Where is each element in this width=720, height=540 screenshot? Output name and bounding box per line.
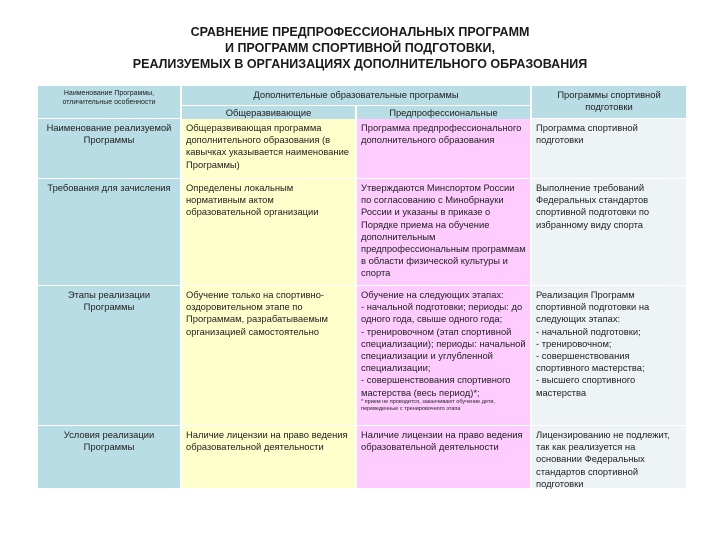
cell-text: Программа предпрофессионального дополнительного образования bbox=[361, 122, 522, 146]
cell-text: Наличие лицензии на право ведения образовательной деятельности bbox=[186, 429, 348, 453]
cell-text: Наличие лицензии на право ведения образовательной деятельности bbox=[361, 429, 523, 453]
row-3-label bbox=[38, 286, 180, 425]
row-1-label bbox=[38, 119, 180, 178]
row-1-general bbox=[182, 119, 355, 178]
cell-text: Требования для зачисления bbox=[47, 182, 171, 193]
row-3-general bbox=[182, 286, 355, 425]
header-preprof: Предпрофессиональные bbox=[357, 106, 530, 119]
row-1-preprof bbox=[357, 119, 530, 178]
cell-text: Выполнение требований Федеральных стандартов спортивной подготовки по избранному виду спорта bbox=[536, 182, 650, 230]
header-col-features: Наименование Программы, отличительные особенности bbox=[38, 86, 180, 118]
cell-text: Наименование реализуемой Программы bbox=[46, 122, 172, 146]
page-title bbox=[0, 24, 720, 72]
cell-text: Определены локальным нормативным актом образовательной организации bbox=[186, 182, 319, 218]
row-2-label bbox=[38, 179, 180, 285]
cell-text: Этапы реализации Программы bbox=[67, 289, 151, 313]
title-line: СРАВНЕНИЕ ПРЕДПРОФЕССИОНАЛЬНЫХ ПРОГРАММ bbox=[190, 25, 530, 39]
row-2-sport bbox=[532, 179, 686, 285]
header-general: Общеразвивающие bbox=[182, 106, 355, 119]
row-2-general bbox=[182, 179, 355, 285]
cell-text: Лицензированию не подлежит, так как реализуется на основании Федеральных стандартов спортивной подготовки bbox=[536, 429, 670, 489]
cell-text: Программа спортивной подготовки bbox=[536, 122, 638, 146]
cell-text: Общеразвивающая программа дополнительного образования (в кавычках указывается наименование Программы) bbox=[186, 122, 350, 170]
cell-text: Утверждаются Минспортом России по согласованию с Минобрнауки России и указаны в приказе о Порядке приема на обучение дополнительным предпрофессиональным программам в области физической культуры и спорта bbox=[361, 182, 526, 279]
row-4-sport bbox=[532, 426, 686, 488]
title-line: И ПРОГРАММ СПОРТИВНОЙ ПОДГОТОВКИ, bbox=[224, 41, 495, 55]
footnote: * прием не проводится, заканчивают обучение дети, переведенные с тренировочного этапа bbox=[361, 398, 495, 412]
row-4-label bbox=[38, 426, 180, 488]
cell-text: Обучение только на спортивно-оздоровительном этапе по Программам, разрабатываемым организацией самостоятельно bbox=[186, 289, 328, 337]
row-2-preprof bbox=[357, 179, 530, 285]
cell-text: Условия реализации Программы bbox=[63, 429, 155, 453]
row-1-sport bbox=[532, 119, 686, 178]
row-4-preprof bbox=[357, 426, 530, 488]
header-sport: Программы спортивной подготовки bbox=[532, 86, 686, 118]
row-3-preprof bbox=[357, 286, 530, 425]
header-group-additional: Дополнительные образовательные программы bbox=[182, 86, 530, 105]
row-4-general bbox=[182, 426, 355, 488]
title-line: РЕАЛИЗУЕМЫХ В ОРГАНИЗАЦИЯХ ДОПОЛНИТЕЛЬНОГО ОБРАЗОВАНИЯ bbox=[132, 57, 588, 71]
row-3-sport bbox=[532, 286, 686, 425]
cell-text: Реализация Программ спортивной подготовки на следующих этапах: - начальной подготовки; - тренировочном; - совершенствования спортивного мастерства; - высшего спортивного мастерства bbox=[536, 289, 650, 398]
cell-text: Обучение на следующих этапах: - начальной подготовки; периоды: до одного года, свыше одного года; - тренировочном (этап спортивной специализации); периоды: начальной специализации и углубленной специализации; - совершенствования спортивного мастерства (весь период)*; bbox=[361, 289, 526, 398]
